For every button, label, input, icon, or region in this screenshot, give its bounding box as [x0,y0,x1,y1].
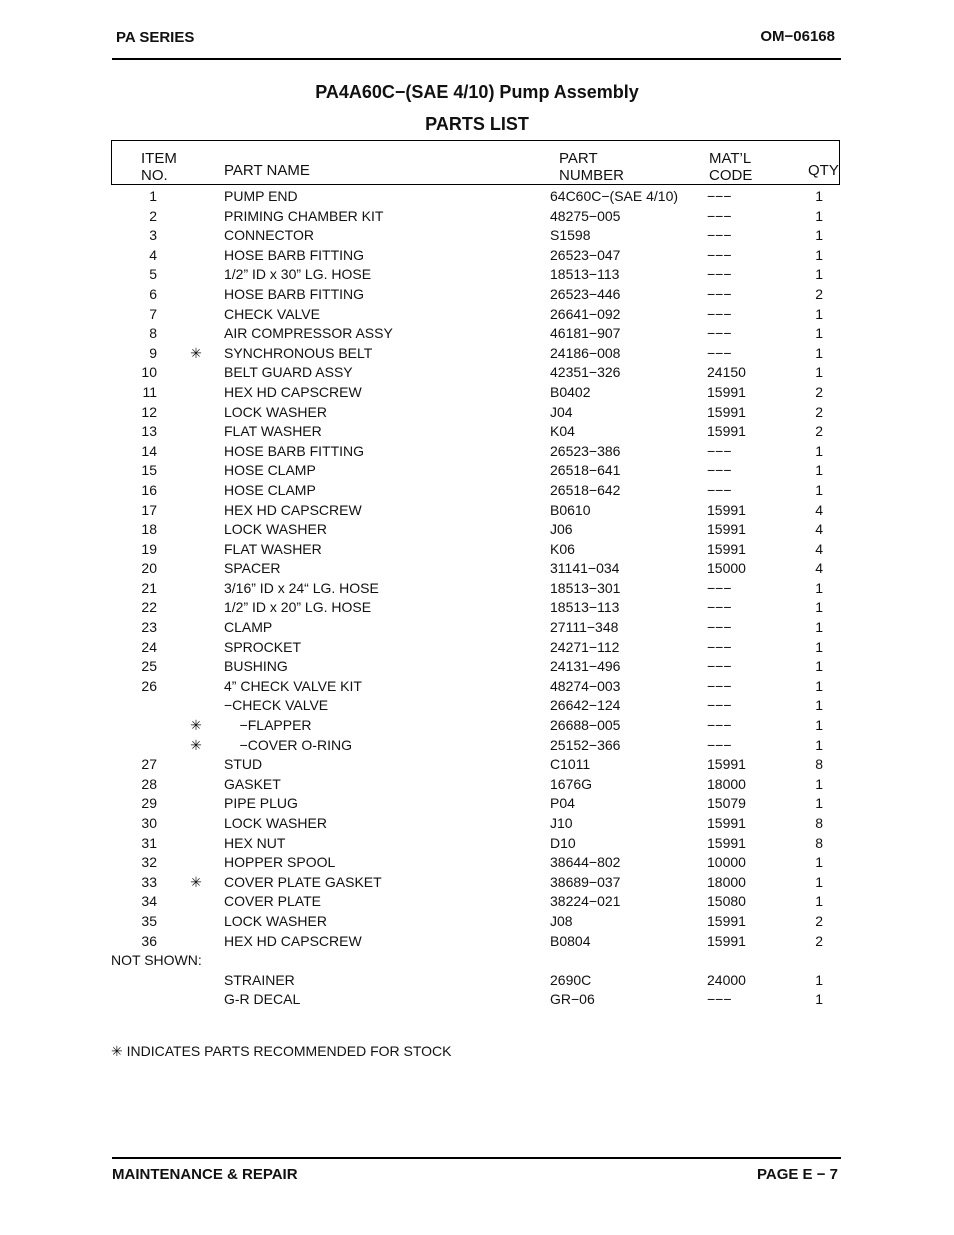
table-row [0,833,954,853]
part-number: 26523−386 [550,442,621,459]
part-name: −COVER O-RING [224,736,352,753]
table-row [0,402,954,422]
part-number: 26518−642 [550,481,621,498]
table-row [0,186,954,206]
quantity: 4 [815,501,823,518]
stock-marker: ✳ [190,736,202,753]
item-number: 11 [142,383,157,400]
part-number: 24186−008 [550,344,621,361]
material-code: −−− [707,991,732,1008]
stock-footnote: ✳ INDICATES PARTS RECOMMENDED FOR STOCK [111,1043,452,1059]
table-row [0,480,954,500]
part-name: CLAMP [224,619,273,636]
part-number: 27111−348 [550,619,619,636]
item-number: 4 [149,246,157,263]
table-row [0,421,954,441]
material-code: 15991 [707,540,746,557]
page-title: PA4A60C−(SAE 4/10) Pump Assembly [315,82,639,102]
part-number: 2690C [550,971,592,988]
item-number: 2 [149,207,157,224]
quantity: 1 [815,305,823,322]
material-code: −−− [707,344,732,361]
part-number: C1011 [550,756,591,773]
part-name: PUMP END [224,188,298,204]
item-number: 35 [141,912,157,929]
part-name: SPACER [224,560,281,577]
item-number: 1 [149,188,157,204]
part-number: 25152−366 [550,736,621,753]
table-row [0,206,954,226]
part-name: PIPE PLUG [224,795,298,812]
part-name: −CHECK VALVE [224,697,329,714]
table-row [0,323,954,343]
quantity: 1 [815,344,823,361]
stock-marker: ✳ [190,717,202,734]
header-part-line2: NUMBER [559,167,625,184]
part-name: SYNCHRONOUS BELT [224,344,373,361]
part-number: 1676G [550,775,593,792]
quantity: 1 [815,599,823,616]
table-row [0,558,954,578]
part-number: J06 [550,521,573,538]
quantity: 1 [815,207,823,224]
table-row [0,891,954,911]
table-row [0,617,954,637]
material-code: −−− [707,717,732,734]
material-code: −−− [707,246,732,263]
quantity: 1 [815,481,823,498]
material-code: −−− [707,481,732,498]
parts-list [0,186,954,1009]
quantity: 1 [815,619,823,636]
quantity: 1 [815,736,823,753]
part-number: 48274−003 [550,677,621,694]
material-code: −−− [707,325,732,342]
material-code: −−− [707,227,732,244]
not-shown-label: NOT SHOWN: [111,952,202,969]
material-code: 15991 [707,912,746,929]
part-number: 26523−047 [550,246,621,263]
material-code: 15991 [707,423,746,440]
item-number: 36 [141,932,157,949]
part-name: LOCK WASHER [224,403,327,420]
part-name: GASKET [224,775,281,792]
table-row [0,382,954,402]
part-name: HOSE BARB FITTING [224,442,365,459]
table-row [0,343,954,363]
material-code: −−− [707,736,732,753]
material-code: −−− [707,305,732,322]
material-code: −−− [707,638,732,655]
material-code: 15991 [707,815,746,831]
page-number: PAGE E − 7 [756,1166,838,1183]
part-number: 26641−092 [550,305,621,322]
part-name: HEX HD CAPSCREW [224,932,362,949]
part-name: 3/16” ID x 24“ LG. HOSE [224,579,379,596]
item-number: 32 [141,854,157,871]
quantity: 1 [815,873,823,890]
table-row [0,676,954,696]
quantity: 1 [815,795,823,812]
part-number: B0402 [550,383,591,400]
part-name: LOCK WASHER [224,912,327,929]
item-number: 22 [141,599,157,616]
part-number: 26642−124 [550,697,621,714]
quantity: 1 [815,325,823,342]
part-number: 26688−005 [550,717,621,734]
item-number: 10 [141,364,157,381]
part-name: COVER PLATE GASKET [224,873,382,890]
quantity: 4 [815,540,823,557]
item-number: 31 [141,834,157,851]
item-number: 15 [141,462,157,479]
material-code: −−− [707,266,732,283]
item-number: 20 [141,560,157,577]
part-name: FLAT WASHER [224,540,322,557]
quantity: 2 [815,912,823,929]
quantity: 1 [815,971,823,988]
table-row [0,695,954,715]
quantity: 1 [815,227,823,244]
part-name: LOCK WASHER [224,521,327,538]
item-number: 17 [141,501,157,518]
header-qty: QTY [808,162,839,179]
item-number: 27 [141,756,157,773]
table-row [0,304,954,324]
part-number: 26523−446 [550,285,621,302]
part-name: STUD [224,756,263,773]
header-part-name: PART NAME [224,162,310,179]
quantity: 1 [815,717,823,734]
material-code: 15991 [707,383,746,400]
part-number: 38644−802 [550,854,621,871]
part-number: S1598 [550,227,591,244]
material-code: 15991 [707,403,746,420]
quantity: 1 [815,893,823,910]
part-number: B0610 [550,501,591,518]
table-row [0,872,954,892]
table-row [0,539,954,559]
stock-marker: ✳ [190,344,202,361]
part-number: 42351−326 [550,364,621,381]
table-row [0,735,954,755]
part-name: LOCK WASHER [224,815,327,831]
quantity: 8 [815,756,823,773]
part-name: −FLAPPER [224,717,312,734]
quantity: 2 [815,285,823,302]
quantity: 4 [815,560,823,577]
table-row [0,637,954,657]
part-number: 18513−301 [550,579,621,596]
part-name: 1/2” ID x 20” LG. HOSE [224,599,372,616]
material-code: −−− [707,619,732,636]
item-number: 30 [141,815,157,831]
quantity: 1 [815,697,823,714]
table-row [0,793,954,813]
part-name: HEX HD CAPSCREW [224,501,362,518]
quantity: 1 [815,266,823,283]
item-number: 18 [141,521,157,538]
quantity: 1 [815,638,823,655]
material-code: 10000 [707,854,746,871]
part-name: G-R DECAL [224,991,301,1008]
quantity: 1 [815,188,823,204]
item-number: 24 [141,638,157,655]
table-row [0,441,954,461]
table-row [0,970,954,990]
part-number: 38689−037 [550,873,621,890]
material-code: 15991 [707,834,746,851]
material-code: 24000 [707,971,746,988]
table-row [0,597,954,617]
table-row [0,362,954,382]
part-name: FLAT WASHER [224,423,322,440]
part-number: 24131−496 [550,658,621,675]
material-code: −−− [707,599,732,616]
material-code: −−− [707,579,732,596]
material-code: 15991 [707,932,746,949]
quantity: 8 [815,834,823,851]
part-number: D10 [550,834,576,851]
page-subtitle: PARTS LIST [425,114,529,134]
item-number: 8 [149,325,157,342]
document-number: OM−06168 [760,28,835,45]
material-code: −−− [707,207,732,224]
quantity: 1 [815,775,823,792]
part-number: 46181−907 [550,325,621,342]
header-item-line1: ITEM [141,150,177,167]
part-number: K04 [550,423,575,440]
quantity: 1 [815,991,823,1008]
table-row [0,519,954,539]
quantity: 2 [815,423,823,440]
material-code: 24150 [707,364,746,381]
quantity: 2 [815,383,823,400]
table-row [0,284,954,304]
table-row [0,911,954,931]
part-number: 18513−113 [550,266,620,283]
item-number: 13 [141,423,157,440]
material-code: 15991 [707,756,746,773]
item-number: 23 [141,619,157,636]
part-name: HEX NUT [224,834,286,851]
stock-marker: ✳ [190,873,202,890]
part-name: COVER PLATE [224,893,321,910]
part-number: J04 [550,403,573,420]
quantity: 1 [815,442,823,459]
item-number: 19 [141,540,157,557]
part-name: HOSE BARB FITTING [224,285,365,302]
part-number: 31141−034 [550,560,620,577]
part-name: HOSE BARB FITTING [224,246,365,263]
part-name: CONNECTOR [224,227,314,244]
header-item-line2: NO. [141,167,168,184]
table-row [0,264,954,284]
part-number: J08 [550,912,573,929]
material-code: −−− [707,188,732,204]
not-shown-row [0,950,954,970]
material-code: 15000 [707,560,746,577]
part-number: 26518−641 [550,462,621,479]
part-number: K06 [550,540,575,557]
series-label: PA SERIES [116,29,195,46]
material-code: −−− [707,462,732,479]
table-row [0,774,954,794]
material-code: −−− [707,697,732,714]
quantity: 1 [815,246,823,263]
part-number: B0804 [550,932,591,949]
part-number: 24271−112 [550,638,620,655]
part-name: HOSE CLAMP [224,481,316,498]
quantity: 1 [815,364,823,381]
item-number: 21 [141,579,157,596]
quantity: 2 [815,403,823,420]
header-part-line1: PART [559,150,598,167]
part-name: HOPPER SPOOL [224,854,336,871]
header-mat-line1: MAT’L [709,150,752,167]
table-row [0,656,954,676]
item-number: 12 [141,403,157,420]
quantity: 1 [815,462,823,479]
item-number: 7 [149,305,157,322]
material-code: 15079 [707,795,746,812]
footer-rule [112,1157,841,1159]
table-row [0,813,954,833]
item-number: 34 [141,893,157,910]
quantity: 2 [815,932,823,949]
material-code: 15080 [707,893,746,910]
table-row [0,715,954,735]
table-row [0,754,954,774]
table-row [0,225,954,245]
material-code: −−− [707,285,732,302]
material-code: 18000 [707,775,746,792]
part-number: 18513−113 [550,599,620,616]
item-number: 5 [149,266,157,283]
item-number: 25 [141,658,157,675]
table-row [0,852,954,872]
part-name: BELT GUARD ASSY [224,364,353,381]
table-row [0,989,954,1009]
section-label: MAINTENANCE & REPAIR [112,1166,298,1183]
item-number: 16 [141,481,157,498]
material-code: 15991 [707,501,746,518]
part-name: AIR COMPRESSOR ASSY [224,325,393,342]
material-code: 15991 [707,521,746,538]
item-number: 29 [141,795,157,812]
table-row [0,460,954,480]
part-name: SPROCKET [224,638,302,655]
part-number: P04 [550,795,575,812]
quantity: 1 [815,854,823,871]
part-number: 64C60C−(SAE 4/10) [550,188,679,204]
part-name: BUSHING [224,658,288,675]
item-number: 9 [149,344,157,361]
item-number: 26 [141,677,157,694]
quantity: 1 [815,579,823,596]
quantity: 4 [815,521,823,538]
material-code: −−− [707,442,732,459]
part-name: STRAINER [224,971,295,988]
part-number: J10 [550,815,573,831]
part-number: 48275−005 [550,207,621,224]
material-code: −−− [707,677,732,694]
item-number: 14 [141,442,157,459]
item-number: 6 [149,285,157,302]
material-code: −−− [707,658,732,675]
part-name: 4” CHECK VALVE KIT [224,677,362,694]
table-row [0,578,954,598]
part-name: HOSE CLAMP [224,462,316,479]
part-number: 38224−021 [550,893,621,910]
part-name: 1/2” ID x 30” LG. HOSE [224,266,372,283]
table-row [0,931,954,951]
item-number: 3 [149,227,157,244]
part-name: CHECK VALVE [224,305,320,322]
part-name: PRIMING CHAMBER KIT [224,207,384,224]
part-name: HEX HD CAPSCREW [224,383,362,400]
item-number: 28 [141,775,157,792]
table-row [0,245,954,265]
quantity: 1 [815,677,823,694]
table-row [0,500,954,520]
material-code: 18000 [707,873,746,890]
item-number: 33 [141,873,157,890]
header-mat-line2: CODE [709,167,753,184]
part-number: GR−06 [550,991,595,1008]
quantity: 8 [815,815,823,831]
quantity: 1 [815,658,823,675]
header-rule [112,58,841,60]
